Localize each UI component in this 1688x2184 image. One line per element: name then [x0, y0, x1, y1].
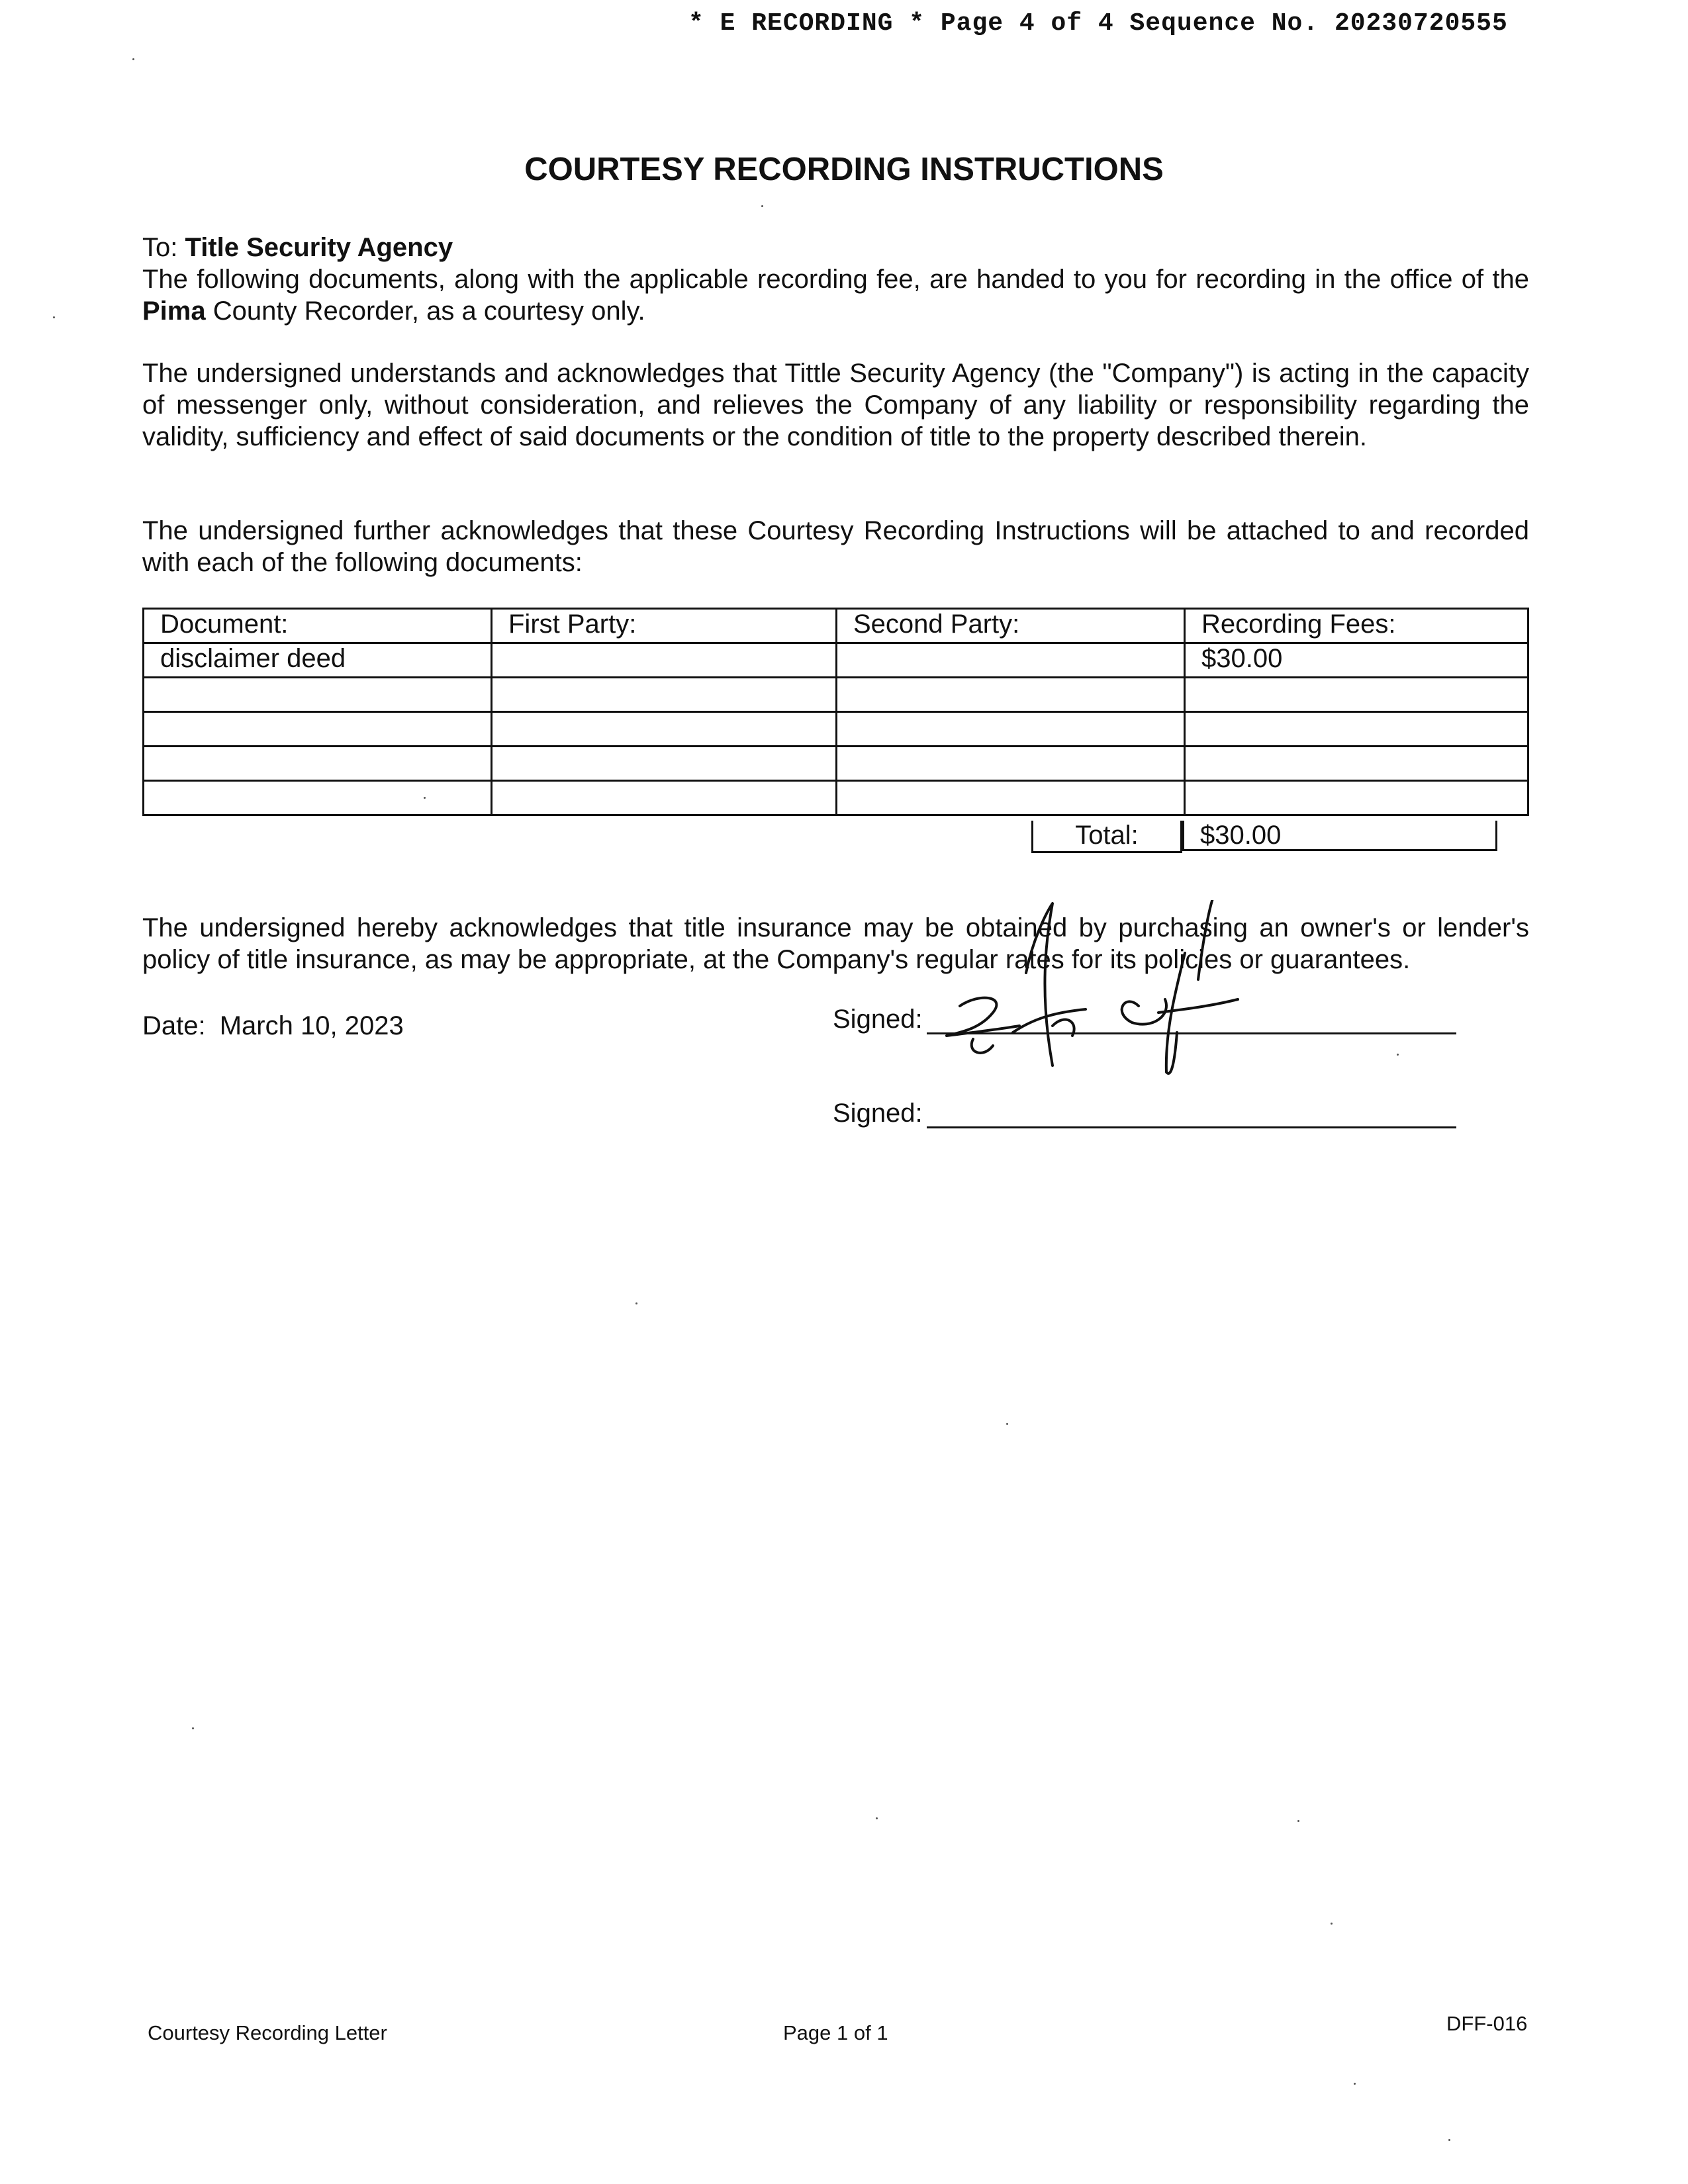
- insurance-paragraph: The undersigned hereby acknowledges that title insurance may be obtained by purchasing an owner's or lender's policy of title insurance, as may be appropriate, at the Company's regular rates for its policies or guarantees.: [142, 913, 1529, 974]
- scan-speck: [424, 797, 426, 799]
- recording-stamp: * E RECORDING * Page 4 of 4 Sequence No. 20230720555: [688, 9, 1508, 38]
- cell-second-party: [837, 678, 1185, 712]
- cell-recording-fee: [1185, 678, 1528, 712]
- to-label: To:: [142, 233, 178, 262]
- table-row: [144, 678, 1528, 712]
- to-line: [142, 232, 453, 263]
- cell-recording-fee: $30.00: [1185, 643, 1528, 678]
- cell-document: [144, 678, 492, 712]
- cell-first-party: [492, 712, 837, 747]
- table-row: [144, 643, 1528, 678]
- scan-speck: [635, 1302, 637, 1304]
- footer-center: Page 1 of 1: [783, 2021, 888, 2044]
- cell-first-party: [492, 747, 837, 781]
- recipient-name: Title Security Agency: [185, 233, 453, 262]
- table-row: [144, 781, 1528, 815]
- date-label: Date:: [142, 1011, 206, 1040]
- county-name: Pima: [142, 296, 206, 326]
- scan-speck: [761, 205, 763, 207]
- scan-speck: [1397, 1054, 1399, 1056]
- cell-document: [144, 747, 492, 781]
- header-second-party: Second Party:: [837, 609, 1185, 643]
- cell-second-party: [837, 712, 1185, 747]
- signed-label-1: Signed:: [833, 1005, 923, 1034]
- cell-recording-fee: [1185, 712, 1528, 747]
- signature-line-2: [833, 1099, 1456, 1128]
- cell-recording-fee: [1185, 747, 1528, 781]
- cell-second-party: [837, 643, 1185, 678]
- intro-text-before: The following documents, along with the applicable recording fee, are handed to you for recording in the office of the: [142, 265, 1529, 294]
- liability-paragraph: The undersigned understands and acknowledges that Tittle Security Agency (the "Company") is acting in the capacity of messenger only, without consideration, and relieves the Company of any liability or responsibility regarding the validity, sufficiency and effect of said documents or the condition of title to the property described therein.: [142, 359, 1529, 451]
- scan-speck: [1331, 1923, 1333, 1925]
- header-document: Document:: [144, 609, 492, 643]
- page-title: COURTESY RECORDING INSTRUCTIONS: [524, 152, 1164, 187]
- cell-document: [144, 781, 492, 815]
- cell-first-party: [492, 781, 837, 815]
- footer-right: DFF-016: [1446, 2012, 1528, 2035]
- scan-speck: [1006, 1423, 1008, 1425]
- scan-speck: [1297, 1820, 1299, 1822]
- scan-speck: [876, 1817, 878, 1819]
- total-row: [1031, 821, 1497, 851]
- scan-speck: [1354, 2083, 1356, 2085]
- attach-paragraph: The undersigned further acknowledges that these Courtesy Recording Instructions will be attached to and recorded with each of the following documents:: [142, 516, 1529, 577]
- cell-recording-fee: [1185, 781, 1528, 815]
- header-recording-fees: Recording Fees:: [1185, 609, 1528, 643]
- cell-first-party: [492, 678, 837, 712]
- date-line: [142, 1011, 404, 1041]
- cell-second-party: [837, 781, 1185, 815]
- cell-document: disclaimer deed: [144, 643, 492, 678]
- signed-label-2: Signed:: [833, 1099, 923, 1128]
- intro-text-after: County Recorder, as a courtesy only.: [205, 296, 645, 326]
- scan-speck: [1448, 2139, 1450, 2141]
- cell-document: [144, 712, 492, 747]
- scan-speck: [53, 316, 55, 318]
- footer-left: Courtesy Recording Letter: [148, 2021, 387, 2044]
- scan-speck: [132, 58, 134, 60]
- cell-first-party: [492, 643, 837, 678]
- date-value: March 10, 2023: [219, 1011, 404, 1040]
- total-label: Total:: [1031, 821, 1182, 853]
- intro-paragraph: [142, 263, 1529, 327]
- scan-speck: [192, 1727, 194, 1729]
- total-value: $30.00: [1182, 821, 1497, 851]
- signature-rule-2: [927, 1100, 1456, 1128]
- documents-table: [142, 608, 1529, 816]
- cell-second-party: [837, 747, 1185, 781]
- handwritten-signature: [920, 900, 1264, 1099]
- table-header-row: [144, 609, 1528, 643]
- table-row: [144, 712, 1528, 747]
- header-first-party: First Party:: [492, 609, 837, 643]
- table-row: [144, 747, 1528, 781]
